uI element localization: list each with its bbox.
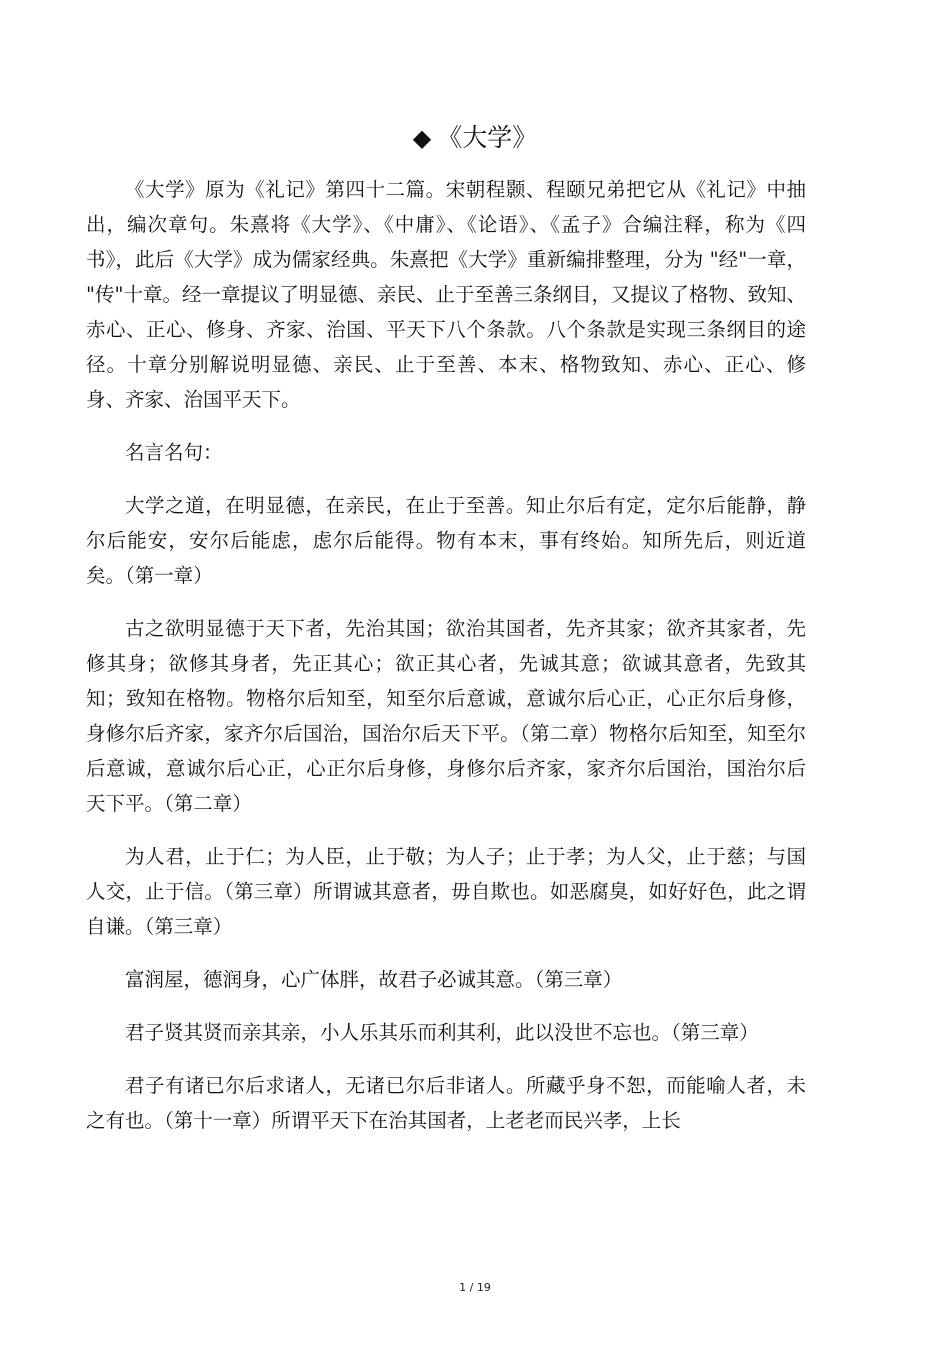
title-text: 《大学》 [437,123,538,152]
document-body [86,172,806,1156]
black-diamond-icon: ◆ [412,124,432,152]
page-number: 1 / 19 [459,1281,491,1294]
intro-paragraph: 《大学》原为《礼记》第四十二篇。宋朝程颢、程颐兄弟把它从《礼记》中抽出，编次章句。朱熹将《大学》、《中庸》、《论语》、《孟子》合编注释，称为《四书》，此后《大学》成为儒家经典。朱熹把《大学》重新编排整理，分为 "经"一章， "传"十章。经一章提议了明显德、亲民、止于至善三条纲目，又提议了格物、致知、赤心、正心、修身、齐家、治国、平天下八个条款。八个条款是实现三条纲目的途径。十章分别解说明显德、亲民、止于至善、本末、格物致知、赤心、正心、修身、齐家、治国平天下。 [86,178,806,411]
quote-paragraph: 古之欲明显德于天下者，先治其国；欲治其国者，先齐其家；欲齐其家者，先修其身；欲修其身者，先正其心；欲正其心者，先诚其意；欲诚其意者，先致其知；致知在格物。物格尔后知至，知至尔后意诚，意诚尔后心正，心正尔后身修，身修尔后齐家，家齐尔后国治，国治尔后天下平。（第二章）物格尔后知至，知至尔后意诚，意诚尔后心正，心正尔后身修，身修尔后齐家，家齐尔后国治，国治尔后天下平。（第二章） [86,617,806,815]
quote-paragraph: 大学之道，在明显德，在亲民，在止于至善。知止尔后有定，定尔后能静，静尔后能安，安尔后能虑，虑尔后能得。物有本末，事有终始。知所先后，则近道矣。（第一章） [86,494,806,587]
quote-paragraph: 富润屋，德润身，心广体胖，故君子必诚其意。（第三章） [125,968,623,991]
document-title [0,118,950,158]
famous-quotes-heading: 名言名句： [125,441,223,464]
quote-paragraph: 君子贤其贤而亲其亲，小人乐其乐而利其利，此以没世不忘也。（第三章） [125,1021,759,1044]
quote-paragraph: 君子有诸已尔后求诸人，无诸已尔后非诸人。所藏乎身不恕，而能喻人者，未之有也。（第十一章）所谓平天下在治其国者，上老老而民兴孝，上长 [86,1074,806,1132]
quote-paragraph: 为人君，止于仁；为人臣，止于敬；为人子；止于孝；为人父，止于慈；与国人交，止于信。（第三章）所谓诚其意者，毋自欺也。如恶腐臭，如好好色，此之谓自谦。（第三章） [86,845,806,938]
